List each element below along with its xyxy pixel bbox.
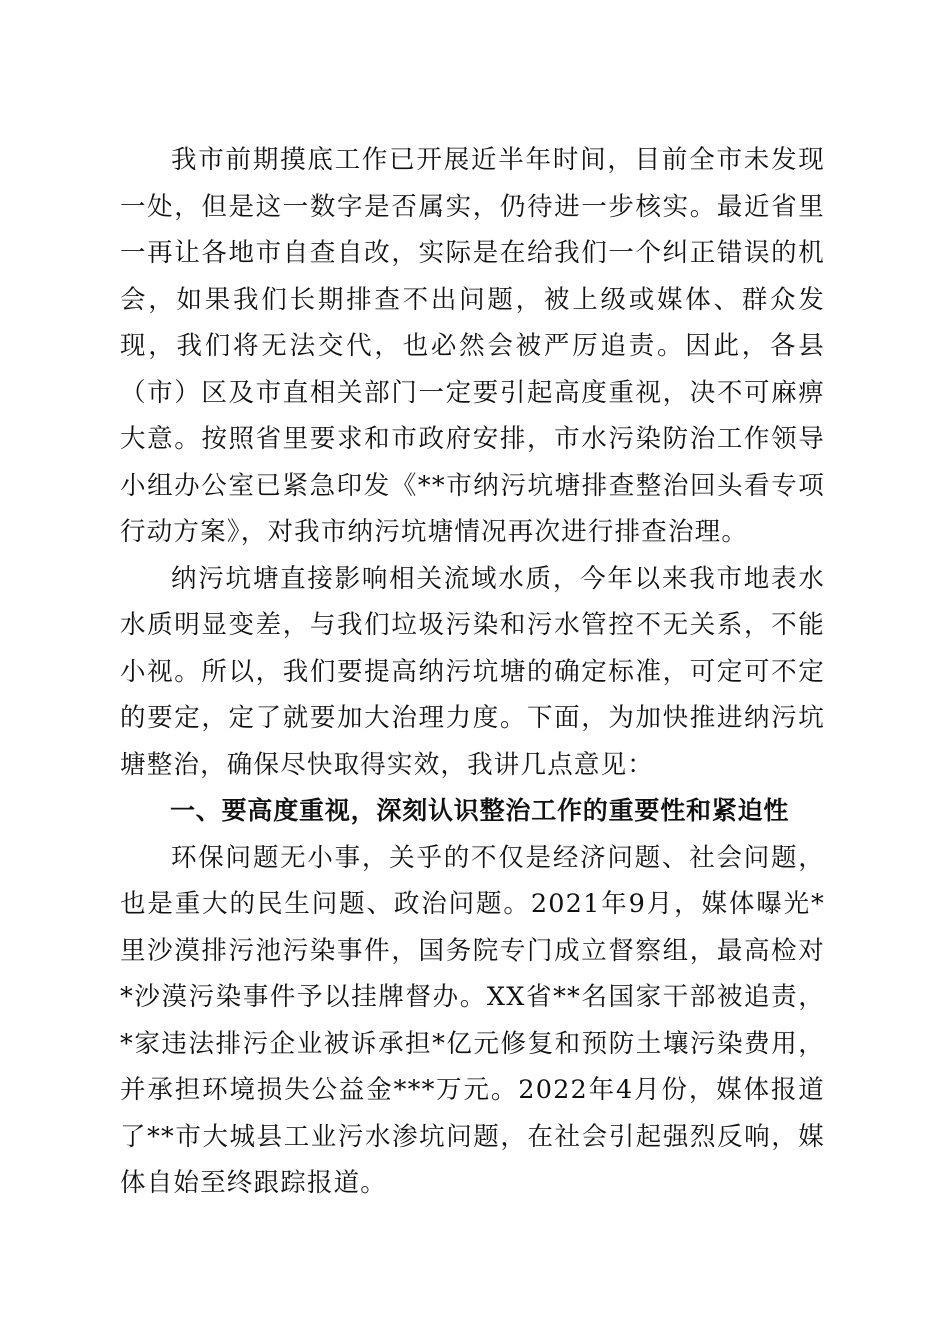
paragraph-water-quality: 纳污坑塘直接影响相关流域水质，今年以来我市地表水水质明显变差，与我们垃圾污染和污水管控不无关系，不能小视。所以，我们要提高纳污坑塘的确定标准，可定可不定的要定，定了就要加大治理力度。下面，为加快推进纳污坑塘整治，确保尽快取得实效，我讲几点意见： xyxy=(120,563,825,780)
paragraph-environmental-cases: 环保问题无小事，关乎的不仅是经济问题、社会问题，也是重大的民生问题、政治问题。2021年9月，媒体曝光*里沙漠排污池污染事件，国务院专门成立督察组，最高检对*沙漠污染事件予以挂牌督办。XX省**名国家干部被追责，*家违法排污企业被诉承担*亿元修复和预防土壤污染费用，并承担环境损失公益金***万元。2022年4月份，媒体报道了**市大城县工业污水渗坑问题，在社会引起强烈反响，媒体自始至终跟踪报道。 xyxy=(120,842,825,1198)
paragraph-investigation-status: 我市前期摸底工作已开展近半年时间，目前全市未发现一处，但是这一数字是否属实，仍待进一步核实。最近省里一再让各地市自查自改，实际是在给我们一个纠正错误的机会，如果我们长期排查不出问题，被上级或媒体、群众发现，我们将无法交代，也必然会被严厉追责。因此，各县（市）区及市直相关部门一定要引起高度重视，决不可麻痹大意。按照省里要求和市政府安排，市水污染防治工作领导小组办公室已紧急印发《**市纳污坑塘排查整治回头看专项行动方案》，对我市纳污坑塘情况再次进行排查治理。 xyxy=(120,145,825,547)
document-body xyxy=(120,137,825,1207)
section-heading-1: 一、要高度重视，深刻认识整治工作的重要性和紧迫性 xyxy=(170,796,790,825)
